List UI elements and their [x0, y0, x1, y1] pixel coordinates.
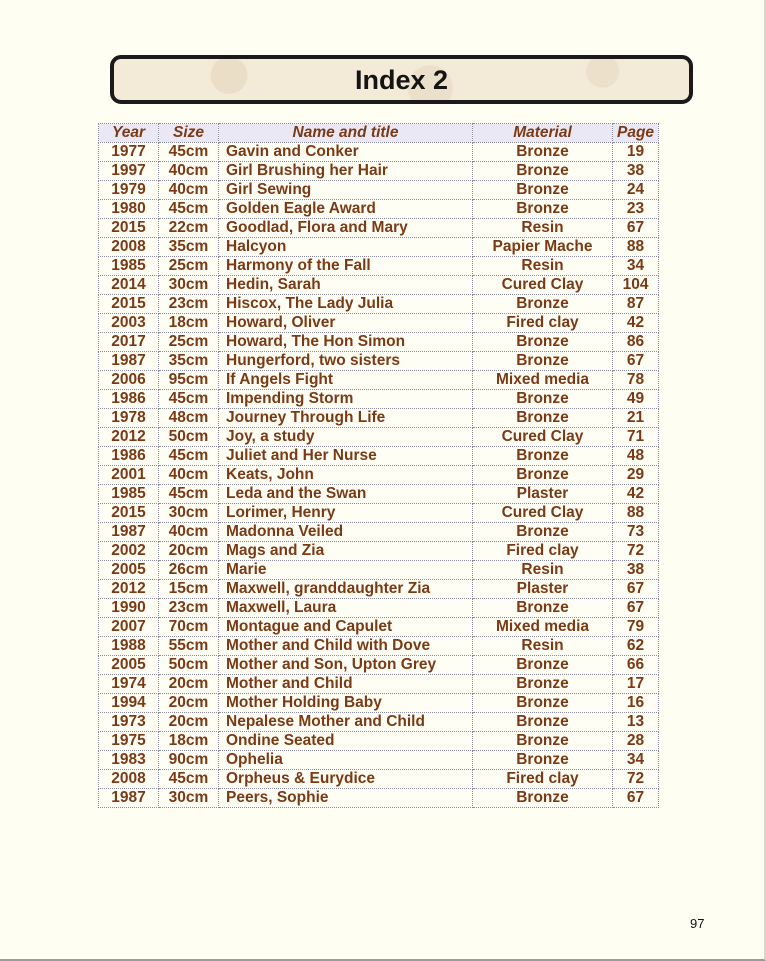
cell-size: 50cm: [159, 656, 219, 675]
table-row: [99, 637, 659, 656]
cell-year: 1980: [99, 200, 159, 219]
cell-size: 70cm: [159, 618, 219, 637]
cell-material: Fired clay: [473, 314, 613, 333]
table-row: [99, 618, 659, 637]
cell-year: 1983: [99, 751, 159, 770]
cell-material: Bronze: [473, 200, 613, 219]
table-row: [99, 599, 659, 618]
header-year: Year: [99, 124, 159, 143]
cell-material: Bronze: [473, 390, 613, 409]
cell-material: Bronze: [473, 181, 613, 200]
cell-size: 35cm: [159, 238, 219, 257]
cell-material: Resin: [473, 257, 613, 276]
cell-year: 2002: [99, 542, 159, 561]
cell-material: Bronze: [473, 295, 613, 314]
cell-size: 45cm: [159, 485, 219, 504]
cell-page: 73: [613, 523, 659, 542]
table-row: [99, 561, 659, 580]
cell-material: Bronze: [473, 751, 613, 770]
cell-year: 1987: [99, 789, 159, 808]
cell-size: 23cm: [159, 295, 219, 314]
cell-name: Maxwell, Laura: [219, 599, 473, 618]
header-material: Material: [473, 124, 613, 143]
page-number: 97: [690, 916, 705, 931]
table-row: [99, 257, 659, 276]
cell-size: 50cm: [159, 428, 219, 447]
cell-year: 1988: [99, 637, 159, 656]
cell-material: Bronze: [473, 466, 613, 485]
table-row: [99, 466, 659, 485]
cell-page: 78: [613, 371, 659, 390]
cell-year: 1973: [99, 713, 159, 732]
cell-material: Cured Clay: [473, 276, 613, 295]
table-row: [99, 390, 659, 409]
cell-material: Fired clay: [473, 770, 613, 789]
cell-page: 48: [613, 447, 659, 466]
table-row: [99, 238, 659, 257]
cell-material: Mixed media: [473, 618, 613, 637]
table-row: [99, 200, 659, 219]
cell-size: 55cm: [159, 637, 219, 656]
cell-year: 1975: [99, 732, 159, 751]
cell-page: 16: [613, 694, 659, 713]
cell-year: 2006: [99, 371, 159, 390]
cell-page: 67: [613, 789, 659, 808]
cell-name: Ondine Seated: [219, 732, 473, 751]
cell-material: Bronze: [473, 162, 613, 181]
cell-size: 15cm: [159, 580, 219, 599]
cell-year: 1978: [99, 409, 159, 428]
cell-name: Maxwell, granddaughter Zia: [219, 580, 473, 599]
cell-name: Nepalese Mother and Child: [219, 713, 473, 732]
cell-page: 66: [613, 656, 659, 675]
cell-size: 22cm: [159, 219, 219, 238]
table-row: [99, 580, 659, 599]
cell-name: Montague and Capulet: [219, 618, 473, 637]
table-row: [99, 656, 659, 675]
cell-page: 104: [613, 276, 659, 295]
cell-year: 2014: [99, 276, 159, 295]
table-row: [99, 352, 659, 371]
cell-name: Howard, Oliver: [219, 314, 473, 333]
header-name: Name and title: [219, 124, 473, 143]
cell-page: 42: [613, 314, 659, 333]
cell-name: Impending Storm: [219, 390, 473, 409]
table-row: [99, 276, 659, 295]
cell-name: Leda and the Swan: [219, 485, 473, 504]
table-row: [99, 371, 659, 390]
cell-name: Hungerford, two sisters: [219, 352, 473, 371]
table-row: [99, 409, 659, 428]
cell-year: 1994: [99, 694, 159, 713]
cell-size: 90cm: [159, 751, 219, 770]
cell-name: Mags and Zia: [219, 542, 473, 561]
cell-page: 24: [613, 181, 659, 200]
cell-year: 2017: [99, 333, 159, 352]
cell-page: 49: [613, 390, 659, 409]
cell-year: 1977: [99, 143, 159, 162]
cell-page: 62: [613, 637, 659, 656]
table-row: [99, 523, 659, 542]
cell-material: Resin: [473, 219, 613, 238]
cell-year: 1985: [99, 485, 159, 504]
cell-page: 79: [613, 618, 659, 637]
cell-size: 30cm: [159, 504, 219, 523]
table-row: [99, 295, 659, 314]
cell-name: Lorimer, Henry: [219, 504, 473, 523]
cell-size: 23cm: [159, 599, 219, 618]
cell-size: 45cm: [159, 200, 219, 219]
cell-material: Bronze: [473, 352, 613, 371]
cell-name: Mother Holding Baby: [219, 694, 473, 713]
table-row: [99, 732, 659, 751]
table-row: [99, 181, 659, 200]
cell-page: 34: [613, 751, 659, 770]
table-row: [99, 770, 659, 789]
cell-material: Bronze: [473, 789, 613, 808]
cell-size: 25cm: [159, 333, 219, 352]
cell-name: Keats, John: [219, 466, 473, 485]
cell-year: 2007: [99, 618, 159, 637]
cell-name: Girl Sewing: [219, 181, 473, 200]
cell-material: Bronze: [473, 333, 613, 352]
table-row: [99, 219, 659, 238]
cell-size: 35cm: [159, 352, 219, 371]
table-row: [99, 542, 659, 561]
cell-page: 86: [613, 333, 659, 352]
cell-material: Bronze: [473, 656, 613, 675]
cell-year: 2001: [99, 466, 159, 485]
cell-name: Joy, a study: [219, 428, 473, 447]
header-page: Page: [613, 124, 659, 143]
cell-year: 2005: [99, 656, 159, 675]
cell-page: 88: [613, 238, 659, 257]
cell-name: Hiscox, The Lady Julia: [219, 295, 473, 314]
cell-year: 1974: [99, 675, 159, 694]
cell-name: Golden Eagle Award: [219, 200, 473, 219]
cell-name: Mother and Child with Dove: [219, 637, 473, 656]
cell-size: 26cm: [159, 561, 219, 580]
cell-size: 40cm: [159, 162, 219, 181]
cell-page: 72: [613, 542, 659, 561]
cell-size: 48cm: [159, 409, 219, 428]
cell-page: 67: [613, 219, 659, 238]
cell-page: 88: [613, 504, 659, 523]
cell-name: Girl Brushing her Hair: [219, 162, 473, 181]
cell-material: Bronze: [473, 599, 613, 618]
cell-name: Gavin and Conker: [219, 143, 473, 162]
table-row: [99, 713, 659, 732]
cell-page: 13: [613, 713, 659, 732]
table-row: [99, 504, 659, 523]
cell-material: Papier Mache: [473, 238, 613, 257]
cell-material: Fired clay: [473, 542, 613, 561]
cell-size: 18cm: [159, 732, 219, 751]
cell-year: 2008: [99, 770, 159, 789]
table-row: [99, 789, 659, 808]
cell-year: 1985: [99, 257, 159, 276]
cell-year: 2015: [99, 295, 159, 314]
table-row: [99, 447, 659, 466]
cell-name: Ophelia: [219, 751, 473, 770]
cell-material: Bronze: [473, 732, 613, 751]
index-table: [98, 123, 659, 808]
cell-material: Bronze: [473, 675, 613, 694]
cell-year: 2015: [99, 504, 159, 523]
cell-material: Cured Clay: [473, 504, 613, 523]
cell-page: 28: [613, 732, 659, 751]
cell-page: 67: [613, 580, 659, 599]
cell-page: 38: [613, 561, 659, 580]
cell-year: 1990: [99, 599, 159, 618]
cell-size: 45cm: [159, 447, 219, 466]
cell-name: Juliet and Her Nurse: [219, 447, 473, 466]
cell-page: 87: [613, 295, 659, 314]
cell-year: 2015: [99, 219, 159, 238]
cell-name: Howard, The Hon Simon: [219, 333, 473, 352]
cell-name: Goodlad, Flora and Mary: [219, 219, 473, 238]
cell-size: 20cm: [159, 713, 219, 732]
cell-size: 45cm: [159, 770, 219, 789]
cell-size: 30cm: [159, 276, 219, 295]
header-size: Size: [159, 124, 219, 143]
cell-material: Resin: [473, 637, 613, 656]
cell-size: 20cm: [159, 694, 219, 713]
cell-material: Bronze: [473, 409, 613, 428]
cell-page: 19: [613, 143, 659, 162]
cell-size: 30cm: [159, 789, 219, 808]
cell-page: 67: [613, 599, 659, 618]
page-title: Index 2: [354, 65, 449, 95]
cell-name: Mother and Son, Upton Grey: [219, 656, 473, 675]
cell-page: 71: [613, 428, 659, 447]
cell-size: 95cm: [159, 371, 219, 390]
table-row: [99, 314, 659, 333]
cell-page: 23: [613, 200, 659, 219]
cell-page: 67: [613, 352, 659, 371]
cell-size: 40cm: [159, 466, 219, 485]
cell-size: 40cm: [159, 181, 219, 200]
cell-page: 42: [613, 485, 659, 504]
cell-size: 20cm: [159, 542, 219, 561]
cell-material: Cured Clay: [473, 428, 613, 447]
cell-year: 2005: [99, 561, 159, 580]
cell-size: 18cm: [159, 314, 219, 333]
cell-name: Halcyon: [219, 238, 473, 257]
cell-year: 1986: [99, 447, 159, 466]
cell-size: 20cm: [159, 675, 219, 694]
cell-name: Hedin, Sarah: [219, 276, 473, 295]
cell-year: 1987: [99, 523, 159, 542]
cell-year: 2012: [99, 580, 159, 599]
title-banner: [110, 55, 693, 104]
cell-page: 21: [613, 409, 659, 428]
cell-name: Mother and Child: [219, 675, 473, 694]
table-header-row: [99, 124, 659, 143]
cell-name: Marie: [219, 561, 473, 580]
cell-name: Harmony of the Fall: [219, 257, 473, 276]
cell-material: Resin: [473, 561, 613, 580]
table-row: [99, 333, 659, 352]
table-row: [99, 675, 659, 694]
cell-year: 2003: [99, 314, 159, 333]
cell-size: 45cm: [159, 143, 219, 162]
cell-page: 34: [613, 257, 659, 276]
cell-year: 1997: [99, 162, 159, 181]
cell-material: Bronze: [473, 447, 613, 466]
cell-material: Bronze: [473, 143, 613, 162]
cell-name: Orpheus & Eurydice: [219, 770, 473, 789]
table-row: [99, 751, 659, 770]
cell-year: 1979: [99, 181, 159, 200]
cell-size: 40cm: [159, 523, 219, 542]
cell-year: 1987: [99, 352, 159, 371]
cell-name: Journey Through Life: [219, 409, 473, 428]
table-row: [99, 143, 659, 162]
cell-material: Bronze: [473, 694, 613, 713]
cell-material: Plaster: [473, 580, 613, 599]
cell-page: 17: [613, 675, 659, 694]
cell-name: Madonna Veiled: [219, 523, 473, 542]
cell-material: Bronze: [473, 713, 613, 732]
cell-size: 45cm: [159, 390, 219, 409]
table-row: [99, 428, 659, 447]
cell-name: If Angels Fight: [219, 371, 473, 390]
cell-page: 72: [613, 770, 659, 789]
cell-year: 2012: [99, 428, 159, 447]
table-body: [99, 143, 659, 808]
table-row: [99, 694, 659, 713]
cell-material: Bronze: [473, 523, 613, 542]
table-row: [99, 162, 659, 181]
cell-page: 38: [613, 162, 659, 181]
cell-name: Peers, Sophie: [219, 789, 473, 808]
cell-page: 29: [613, 466, 659, 485]
cell-year: 2008: [99, 238, 159, 257]
cell-material: Mixed media: [473, 371, 613, 390]
cell-size: 25cm: [159, 257, 219, 276]
cell-year: 1986: [99, 390, 159, 409]
table-row: [99, 485, 659, 504]
cell-material: Plaster: [473, 485, 613, 504]
